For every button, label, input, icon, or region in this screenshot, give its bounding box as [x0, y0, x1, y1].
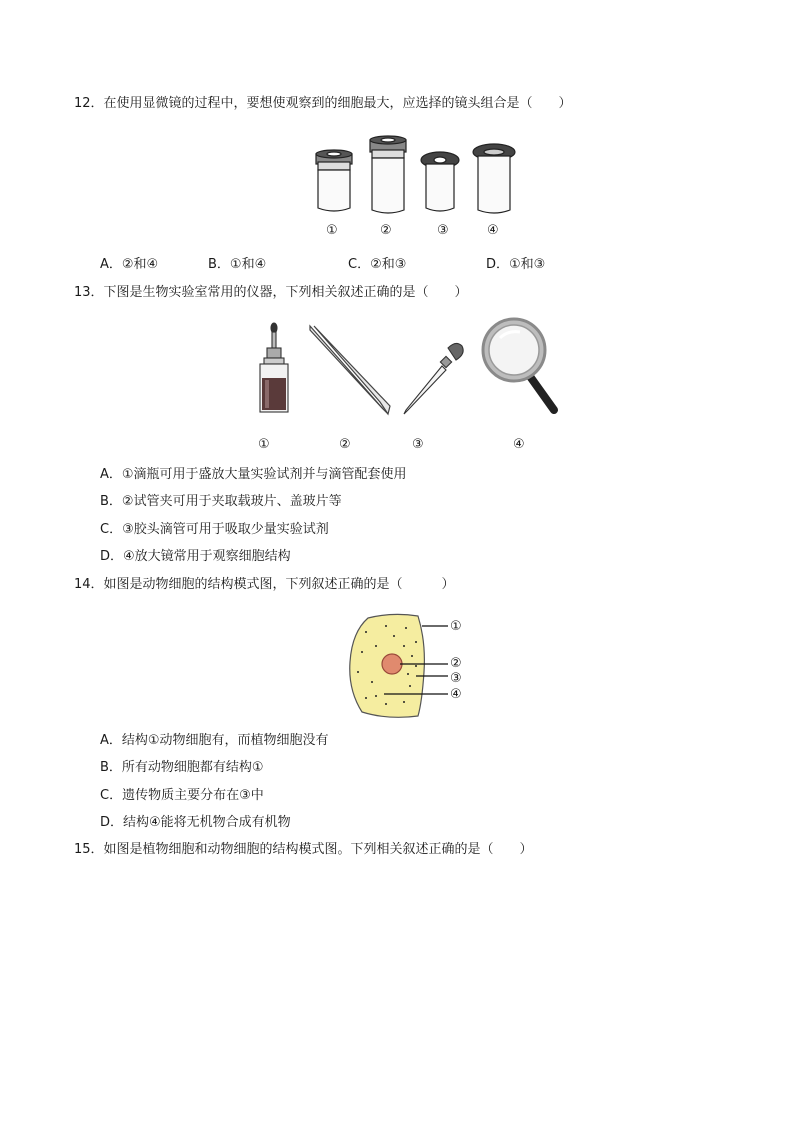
q14-label-1: ① [450, 619, 462, 634]
q13-option-d[interactable]: D．④放大镜常用于观察细胞结构 [100, 549, 291, 564]
pipette-icon [404, 343, 463, 414]
q12-label-2: ② [380, 223, 392, 238]
nucleus [382, 654, 402, 674]
q14-stem: 14．如图是动物细胞的结构模式图，下列叙述正确的是（ ） [74, 577, 455, 592]
q13-label-4: ④ [513, 437, 525, 452]
q14-option-d[interactable]: D．结构④能将无机物合成有机物 [100, 815, 291, 830]
q14-label-4: ④ [450, 687, 462, 702]
q12-lens-figure [308, 134, 528, 218]
q12-stem: 12．在使用显微镜的过程中，要想使观察到的细胞最大，应选择的镜头组合是（ ） [74, 96, 572, 111]
q12-label-1: ① [326, 223, 338, 238]
tweezers-icon [310, 326, 390, 414]
dropper-bottle-icon [260, 323, 288, 412]
lens-4-icon [473, 144, 515, 213]
q14-label-3: ③ [450, 671, 462, 686]
lens-3-icon [421, 152, 459, 211]
q13-option-c[interactable]: C．③胶头滴管可用于吸取少量实验试剂 [100, 522, 329, 537]
q13-stem: 13．下图是生物实验室常用的仪器，下列相关叙述正确的是（ ） [74, 285, 468, 300]
q13-label-1: ① [258, 437, 270, 452]
q12-option-d[interactable]: D．①和③ [486, 257, 546, 272]
q13-instrument-figure [252, 314, 572, 424]
magnifier-icon [483, 319, 554, 410]
q13-label-3: ③ [412, 437, 424, 452]
q13-option-a[interactable]: A．①滴瓶可用于盛放大量实验试剂并与滴管配套使用 [100, 467, 407, 482]
q12-option-c[interactable]: C．②和③ [348, 257, 407, 272]
q12-option-a[interactable]: A．②和④ [100, 257, 159, 272]
lens-2-icon [370, 136, 406, 213]
q12-label-3: ③ [437, 223, 449, 238]
instrument-set-icon [252, 314, 572, 424]
q13-label-2: ② [339, 437, 351, 452]
lens-1-icon [316, 150, 352, 211]
q14-option-b[interactable]: B．所有动物细胞都有结构① [100, 760, 264, 775]
q14-label-2: ② [450, 656, 462, 671]
lens-set-icon [308, 134, 528, 218]
q12-label-4: ④ [487, 223, 499, 238]
q14-option-c[interactable]: C．遗传物质主要分布在③中 [100, 788, 264, 803]
q12-option-b[interactable]: B．①和④ [208, 257, 267, 272]
q13-option-b[interactable]: B．②试管夹可用于夹取载玻片、盖玻片等 [100, 494, 342, 509]
q12-options [100, 256, 620, 274]
q14-option-a[interactable]: A．结构①动物细胞有，而植物细胞没有 [100, 733, 329, 748]
q15-stem: 15．如图是植物细胞和动物细胞的结构模式图。下列相关叙述正确的是（ ） [74, 842, 533, 857]
